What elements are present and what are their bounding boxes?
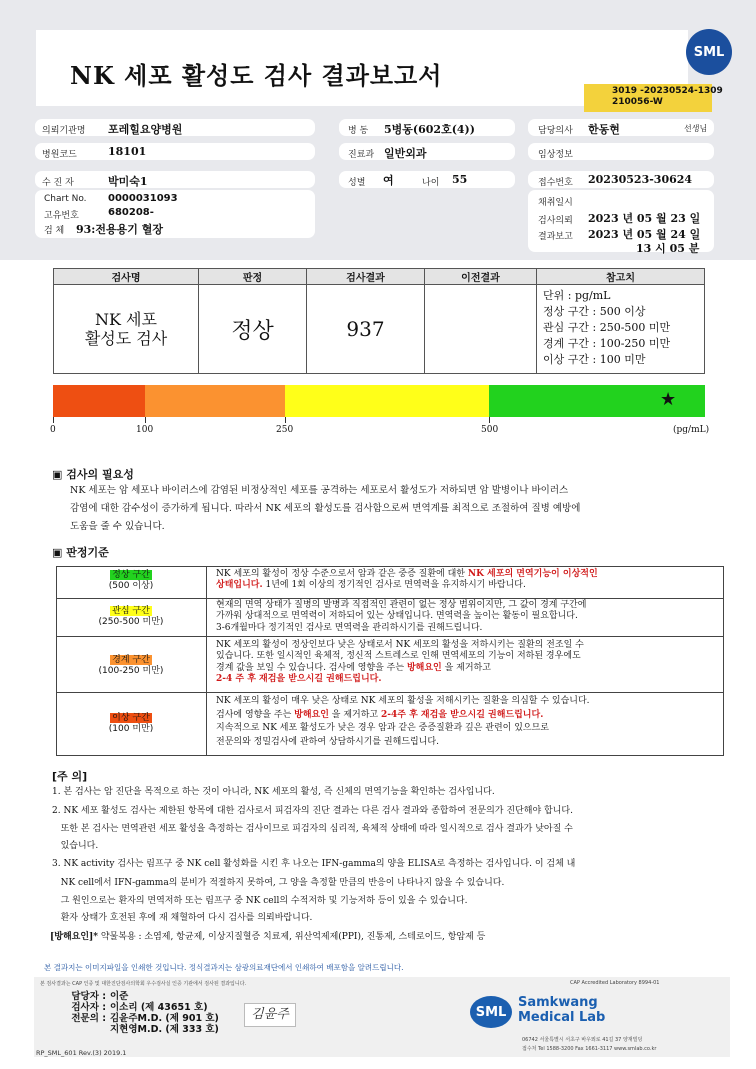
company-contact: 접수처 Tel 1588-3200 Fax 1661-3117 www.smlab.co.kr — [522, 1046, 657, 1052]
criteria-borderline-emphasis-1: 방해요인 — [406, 662, 442, 673]
report-date: 2023 년 05 월 24 일 — [588, 228, 701, 241]
criteria-abnormal-label — [56, 713, 206, 735]
doctor-label: 담당의사 — [538, 126, 573, 136]
result-table-header — [54, 269, 705, 285]
criteria-normal-text — [216, 569, 598, 592]
tick-mark — [285, 417, 286, 423]
criteria-normal-line-2: 1년에 1회 이상의 정기적인 검사로 면역력을 유지하시기 바랍니다. — [262, 580, 526, 591]
institution-label: 의뢰기관명 — [42, 126, 86, 136]
accreditation-text: 본 검사결과는 CAP 인증 및 대한진단검사의학회 우수검사실 인증 기관에서 검사된 결과입니다. — [40, 981, 247, 987]
sml-logo: SML — [686, 29, 732, 75]
signatory-labels — [60, 991, 106, 1024]
specialist-2-value: 지현영M.D. (제 333 호) — [110, 1024, 219, 1035]
criteria-borderline-label — [56, 655, 206, 677]
criteria-borderline-emphasis-2: 2-4 주 후 재검을 받으시길 권해드립니다. — [216, 673, 382, 684]
ward-value: 5병동(602호(4)) — [384, 123, 475, 136]
uid-value: 680208- — [108, 207, 154, 218]
interference-line — [50, 926, 485, 948]
necessity-heading-text: 검사의 필요성 — [66, 468, 134, 481]
signatory-values — [110, 991, 219, 1035]
criteria-abnormal-line-3: 지속적으로 NK 세포 활성도가 낮은 경우 암과 같은 중증질환과 깊은 관련이 있으므로 — [216, 723, 549, 733]
age-label: 나이 — [422, 178, 440, 188]
gauge-segment-interest — [285, 385, 489, 417]
dept-label: 진료과 — [348, 150, 375, 160]
report-time: 13 시 05 분 — [636, 242, 700, 255]
criteria-interest-line-2: 가까워 상대적으로 면역력이 저하되어 있는 상태입니다. 면역력을 높이는 활동이 필요합니다. — [216, 611, 578, 622]
criteria-abnormal-text — [216, 695, 590, 749]
criteria-heading-text: 판정기준 — [66, 546, 109, 559]
brand-name — [518, 995, 605, 1025]
test-name-cell — [54, 285, 199, 374]
company-address: 06742 서울특별시 서초구 바우뫼로 41길 37 양재빌딩 — [522, 1037, 643, 1043]
result-table — [53, 268, 705, 374]
tick-mark — [53, 417, 54, 423]
specialist-1-value: 김윤주M.D. (제 901 호) — [110, 1013, 219, 1024]
request-date: 2023 년 05 월 23 일 — [588, 212, 701, 225]
specimen-label: 검 체 — [44, 226, 65, 236]
tester-value: 이소리 (제 43651 호) — [110, 1002, 208, 1013]
patient-name-label: 수 진 자 — [42, 178, 74, 188]
criteria-borderline-line-1: NK 세포의 활성이 정상인보다 낮은 상태로서 NK 세포의 활성을 저하시키는 질환의 전조일 수 — [216, 640, 584, 650]
sex-label: 성별 — [348, 178, 366, 188]
col-value: 검사결과 — [307, 269, 425, 285]
criteria-abnormal-line-2b: 을 제거하고 — [328, 709, 381, 720]
brand-line-1: Samkwang — [518, 995, 598, 1010]
criteria-abnormal-name: 이상 구간 — [112, 713, 150, 723]
tick-label-250: 250 — [276, 425, 294, 435]
institution-value: 포레힐요양병원 — [108, 123, 183, 136]
criteria-divider — [206, 566, 207, 756]
result-row — [54, 285, 705, 374]
criteria-borderline-line-3: 경계 값을 보일 수 있습니다. 검사에 영향을 주는 — [216, 662, 407, 673]
note-line: 그 원인으로는 환자의 면역저하 또는 림프구 중 NK cell의 수적저하 및 기능저하 등이 있을 수 있습니다. — [52, 896, 468, 906]
col-test-name: 검사명 — [54, 269, 199, 285]
criteria-heading — [52, 544, 109, 560]
incharge-label: 담당자 : — [71, 991, 106, 1002]
hospital-code-label: 병원코드 — [42, 150, 77, 160]
criteria-row-border — [56, 636, 724, 637]
tick-label-100: 100 — [136, 425, 154, 435]
ref-line: 이상 구간 : 100 미만 — [543, 353, 646, 366]
report-number-badge — [584, 84, 723, 112]
criteria-borderline-range: (100-250 미만) — [98, 666, 164, 676]
image-copy-warning: 본 결과지는 이미지파일을 인쇄한 것입니다. 정식결과지는 삼광의료재단에서 인쇄하여 배포함을 알려드립니다. — [44, 963, 404, 972]
gauge-segment-abnormal — [53, 385, 145, 417]
hospital-code-field — [35, 143, 315, 160]
ward-label: 병 동 — [348, 126, 369, 136]
necessity-line: 도움을 줄 수 있습니다. — [70, 521, 165, 532]
tick-mark — [145, 417, 146, 423]
criteria-normal-name: 정상 구간 — [112, 570, 150, 580]
criteria-borderline-name: 경계 구간 — [112, 655, 150, 665]
patient-name-field — [35, 171, 315, 188]
request-label: 검사의뢰 — [538, 216, 573, 226]
hospital-code-value: 18101 — [108, 145, 147, 158]
criteria-normal-label — [56, 570, 206, 592]
criteria-interest-name: 관심 구간 — [112, 606, 150, 616]
necessity-line: 감염에 대한 감수성이 증가하게 됩니다. 따라서 NK 세포의 활성도를 검사함으로써 면역계를 최적으로 조절하여 질병 예방에 — [70, 503, 581, 514]
ref-line: 경계 구간 : 100-250 미만 — [543, 337, 671, 350]
incharge-value: 이준 — [110, 991, 129, 1002]
criteria-row-border — [56, 598, 724, 599]
note-line: 3. NK activity 검사는 림프구 중 NK cell 활성화를 시킨 후 나오는 IFN-gamma의 양을 ELISA로 측정하는 검사입니다. 이 검체 내 — [52, 859, 576, 869]
report-number-line-2: 210056-W — [612, 97, 663, 107]
criteria-interest-line-3: 3-6개월마다 정기적인 검사로 면역력을 관리하시기를 권해드립니다. — [216, 622, 483, 633]
patient-name-value: 박미숙1 — [108, 175, 148, 188]
interference-label: [방해요인]* — [50, 932, 98, 942]
tester-label: 검사자 : — [71, 1002, 106, 1013]
collection-label: 채취일시 — [538, 198, 573, 208]
clinical-info-label: 임상정보 — [538, 150, 573, 160]
sml-footer-logo: SML — [470, 996, 512, 1028]
col-reference: 참고치 — [537, 269, 705, 285]
cap-accreditation: CAP Accredited Laboratory 8994-01 — [570, 980, 660, 986]
judgement-cell: 정상 — [199, 285, 307, 374]
report-number-line-1: 3019 -20230524-1309 — [612, 86, 723, 96]
value-cell: 937 — [307, 285, 425, 374]
specialist-label: 전문의 : — [71, 1013, 106, 1024]
criteria-interest-range: (250-500 미만) — [98, 617, 164, 627]
criteria-abnormal-line-4: 전문의와 정밀검사에 관하여 상담하시기를 권해드립니다. — [216, 736, 439, 747]
test-name-line-2: 활성도 검사 — [84, 329, 168, 348]
dept-value: 일반외과 — [384, 147, 427, 160]
note-line: 또한 본 검사는 면역관련 세포 활성을 측정하는 검사이므로 피검자의 심리적, 육체적 상태에 따라 일시적으로 검사 결과가 낮아질 수 — [52, 824, 573, 834]
previous-cell — [425, 285, 537, 374]
chart-no-value: 0000031093 — [108, 193, 178, 204]
criteria-normal-emphasis-2: 상태입니다. — [216, 580, 263, 591]
necessity-heading — [52, 466, 134, 482]
notes-heading: [주 의] — [52, 770, 88, 783]
note-line: 2. NK 세포 활성도 검사는 제한된 항목에 대한 검사로서 피검자의 진단 결과는 다른 검사 결과와 종합하여 전문의가 진단해야 합니다. — [52, 806, 573, 816]
signature-image: 김윤주 — [244, 1003, 296, 1027]
reference-cell — [537, 285, 705, 374]
criteria-interest-text — [216, 600, 586, 634]
report-title: NK 세포 활성도 검사 결과보고서 — [70, 61, 443, 90]
criteria-row-border — [56, 692, 724, 693]
gauge-segment-borderline — [145, 385, 285, 417]
criteria-interest-label — [56, 606, 206, 628]
result-marker-icon: ★ — [660, 389, 677, 410]
specimen-value: 93:전용용기 혈장 — [76, 223, 163, 236]
brand-line-2: Medical Lab — [518, 1010, 606, 1025]
chart-no-label: Chart No. — [44, 194, 87, 204]
criteria-borderline-text — [216, 640, 584, 685]
criteria-normal-range: (500 이상) — [108, 581, 154, 591]
note-line: 1. 본 검사는 암 진단을 목적으로 하는 것이 아니라, NK 세포의 활성, 즉 신체의 면역기능을 확인하는 검사입니다. — [52, 787, 495, 797]
note-line: 환자 상태가 호전된 후에 재 채혈하여 다시 검사를 의뢰바랍니다. — [52, 913, 313, 923]
receipt-label: 접수번호 — [538, 178, 573, 188]
square-bullet-icon: ▣ — [52, 546, 67, 559]
doctor-value: 한동현 — [588, 123, 620, 136]
interference-text: 약물복용 : 소염제, 항균제, 이상지질혈증 치료제, 위산억제제(PPI), 진통제, 스테로이드, 항암제 등 — [98, 932, 486, 942]
note-line: 있습니다. — [52, 841, 99, 851]
criteria-abnormal-line-1: NK 세포의 활성이 매우 낮은 상태로 NK 세포의 활성을 저해시키는 질환을 의심할 수 있습니다. — [216, 696, 590, 706]
sex-value: 여 — [383, 174, 394, 187]
ref-line: 관심 구간 : 250-500 미만 — [543, 321, 671, 334]
report-label: 결과보고 — [538, 232, 573, 242]
tick-label-0: 0 — [50, 425, 56, 435]
receipt-value: 20230523-30624 — [588, 173, 693, 186]
tick-label-500: 500 — [481, 425, 499, 435]
criteria-normal-line-1: NK 세포의 활성이 정상 수준으로서 암과 같은 중증 질환에 대한 — [216, 569, 468, 579]
ref-line: 정상 구간 : 500 이상 — [543, 305, 646, 318]
uid-label: 고유번호 — [44, 211, 79, 221]
col-judgement: 판정 — [199, 269, 307, 285]
criteria-interest-line-1: 현재의 면역 상태가 질병의 발병과 직접적인 관련이 없는 정상 범위이지만, 그 값이 경계 구간에 — [216, 600, 587, 610]
tick-mark — [489, 417, 490, 423]
criteria-abnormal-emphasis-2: 2-4주 후 재검을 받으시길 권해드립니다. — [380, 709, 544, 720]
form-code: RP_SML_601 Rev.(3) 2019.1 — [36, 1049, 127, 1057]
note-line: NK cell에서 IFN-gamma의 분비가 적절하지 못하여, 그 양을 측정할 만큼의 반응이 나타나지 않을 수 있습니다. — [52, 878, 505, 888]
square-bullet-icon: ▣ — [52, 468, 67, 481]
criteria-borderline-line-3b: 을 제거하고 — [441, 662, 491, 673]
doctor-suffix: 선생님 — [684, 124, 708, 133]
criteria-abnormal-line-2: 검사에 영향을 주는 — [216, 709, 295, 720]
criteria-abnormal-range: (100 미만) — [108, 724, 154, 734]
criteria-normal-emphasis-1: NK 세포의 면역기능이 이상적인 — [467, 569, 598, 579]
col-previous: 이전결과 — [425, 269, 537, 285]
age-value: 55 — [452, 173, 468, 186]
gauge-unit: (pg/mL) — [673, 425, 710, 435]
ref-line: 단위 : pg/mL — [543, 289, 611, 302]
necessity-line: NK 세포는 암 세포나 바이러스에 감염된 비정상적인 세포를 공격하는 세포로서 활성도가 저하되면 암 발병이나 바이러스 — [70, 485, 569, 496]
criteria-abnormal-emphasis-1: 방해요인 — [294, 709, 329, 720]
test-name-line-1: NK 세포 — [95, 310, 157, 329]
criteria-borderline-line-2: 있습니다. 또한 일시적인 육체적, 정신적 스트레스로 인해 면역세포의 기능이 저하된 경우에도 — [216, 651, 581, 662]
